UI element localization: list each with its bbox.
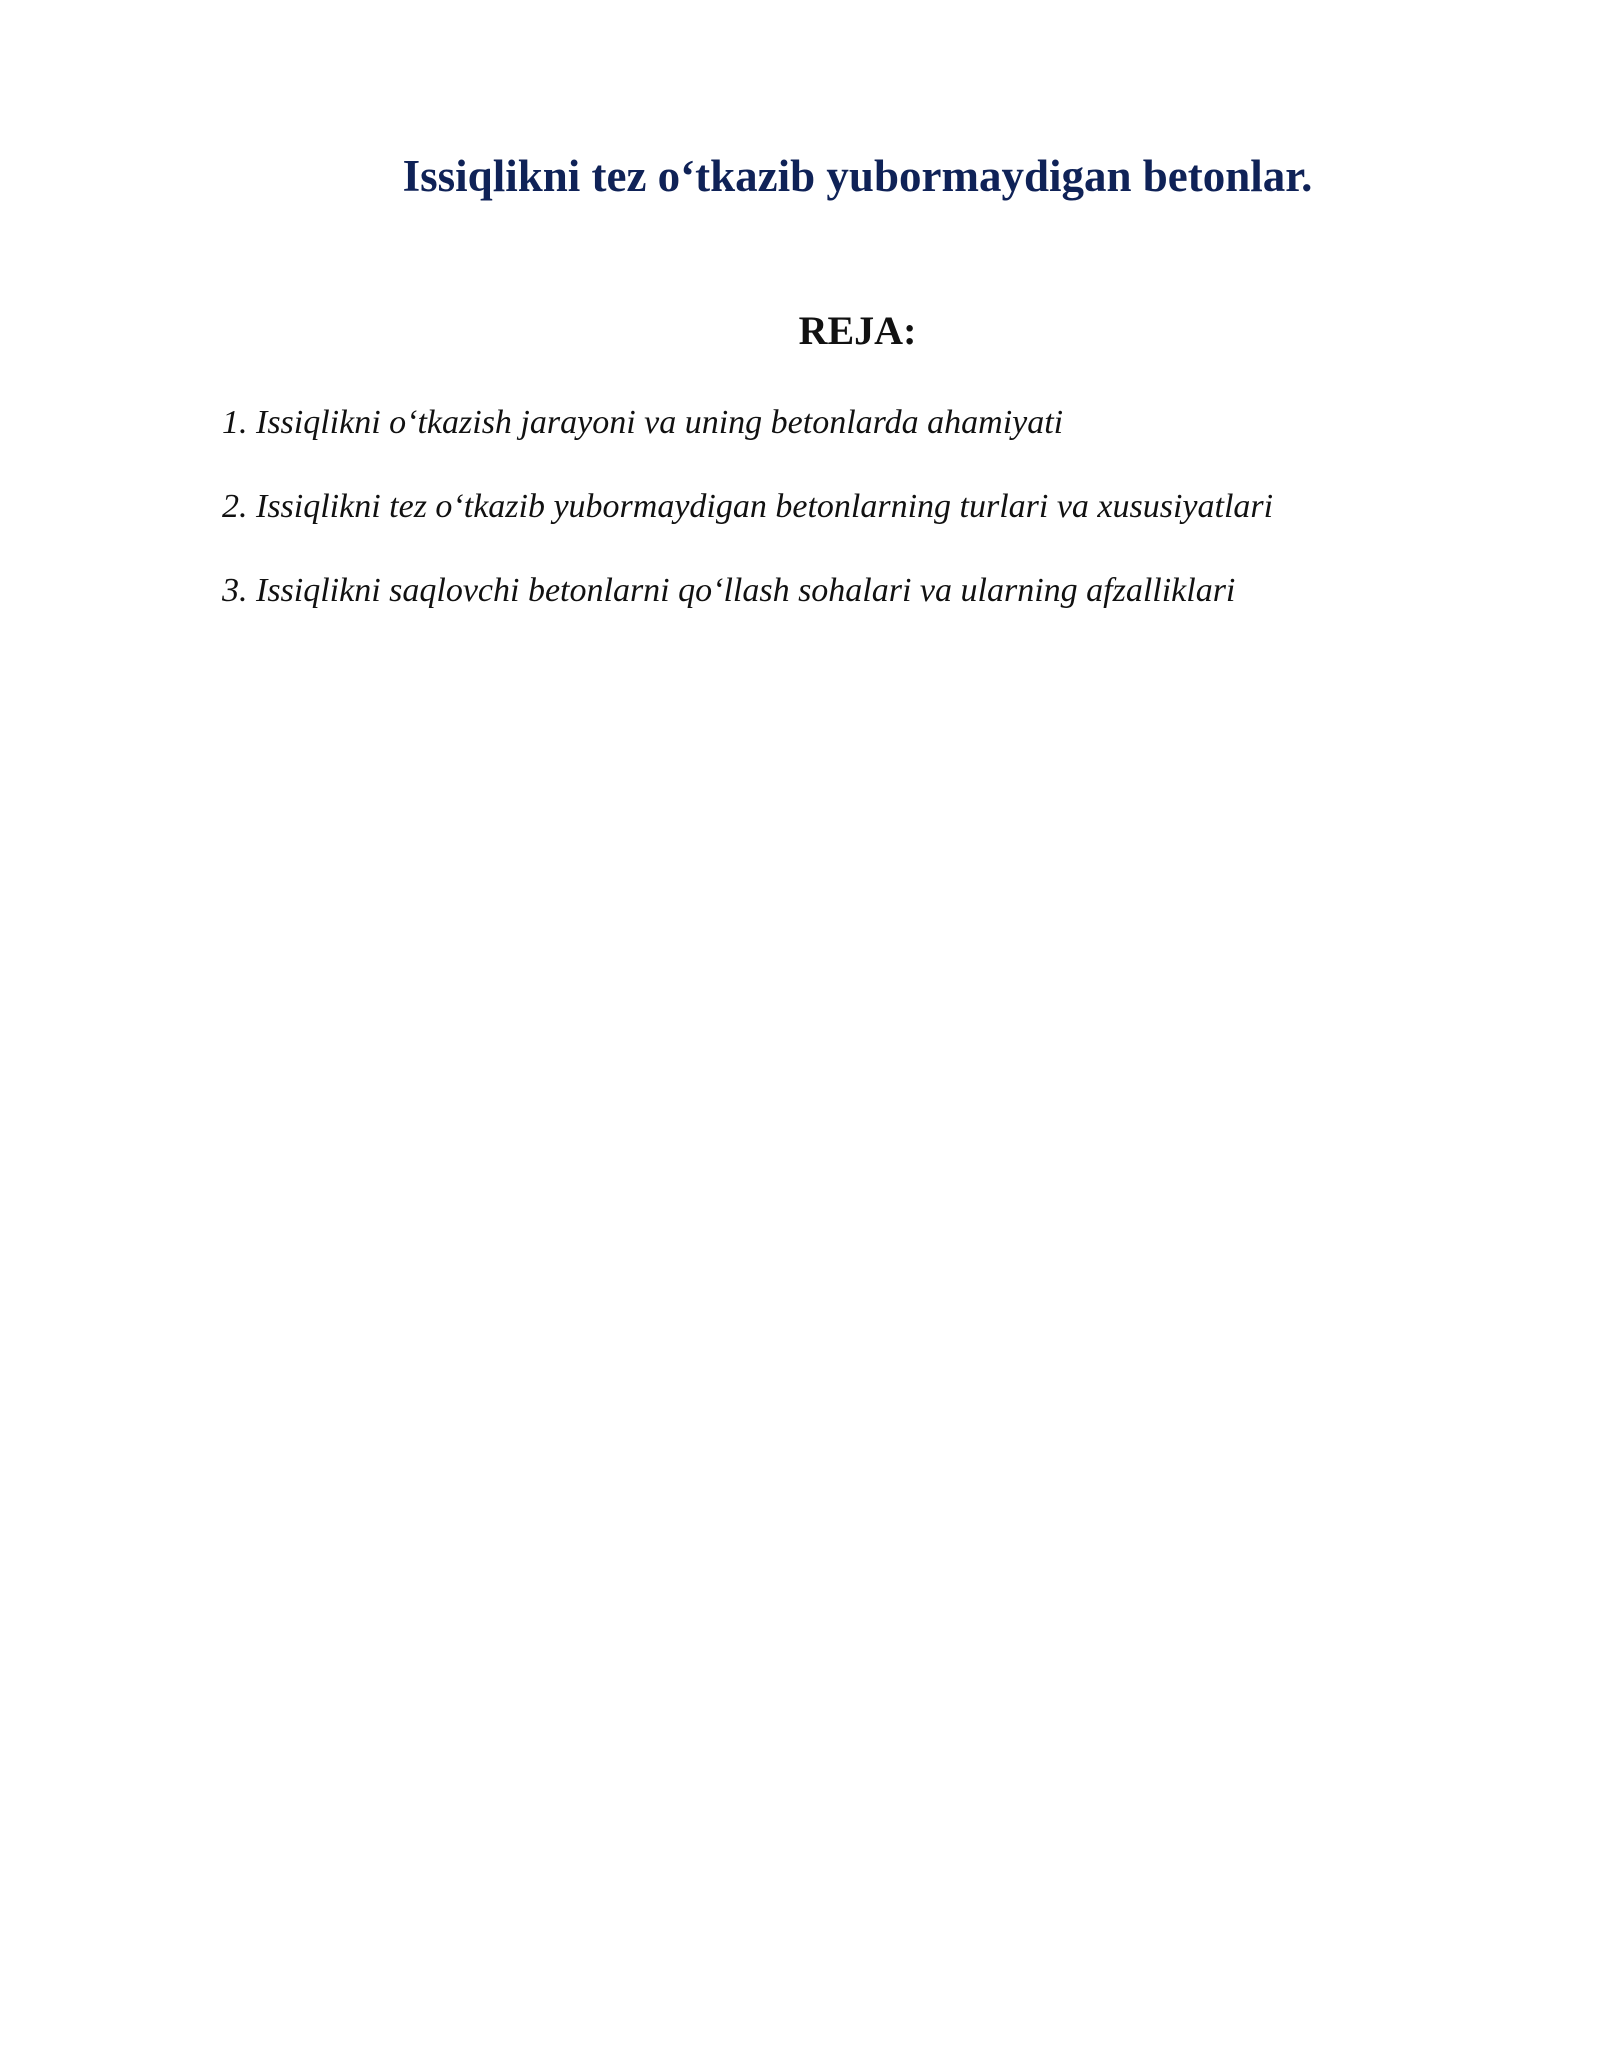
plan-item-1: 1. Issiqlikni o‘tkazish jarayoni va uning betonlarda ahamiyati <box>222 404 1064 441</box>
plan-list <box>222 398 1273 650</box>
plan-item-2: 2. Issiqlikni tez o‘tkazib yubormaydigan betonlarning turlari va xususiyatlari <box>222 488 1274 525</box>
plan-item-3: 3. Issiqlikni saqlovchi betonlarni qo‘llash sohalari va ularning afzalliklari <box>222 572 1236 609</box>
document-title: Issiqlikni tez o‘tkazib yubormaydigan betonlar. <box>402 151 1313 201</box>
plan-heading: REJA: <box>798 308 917 353</box>
